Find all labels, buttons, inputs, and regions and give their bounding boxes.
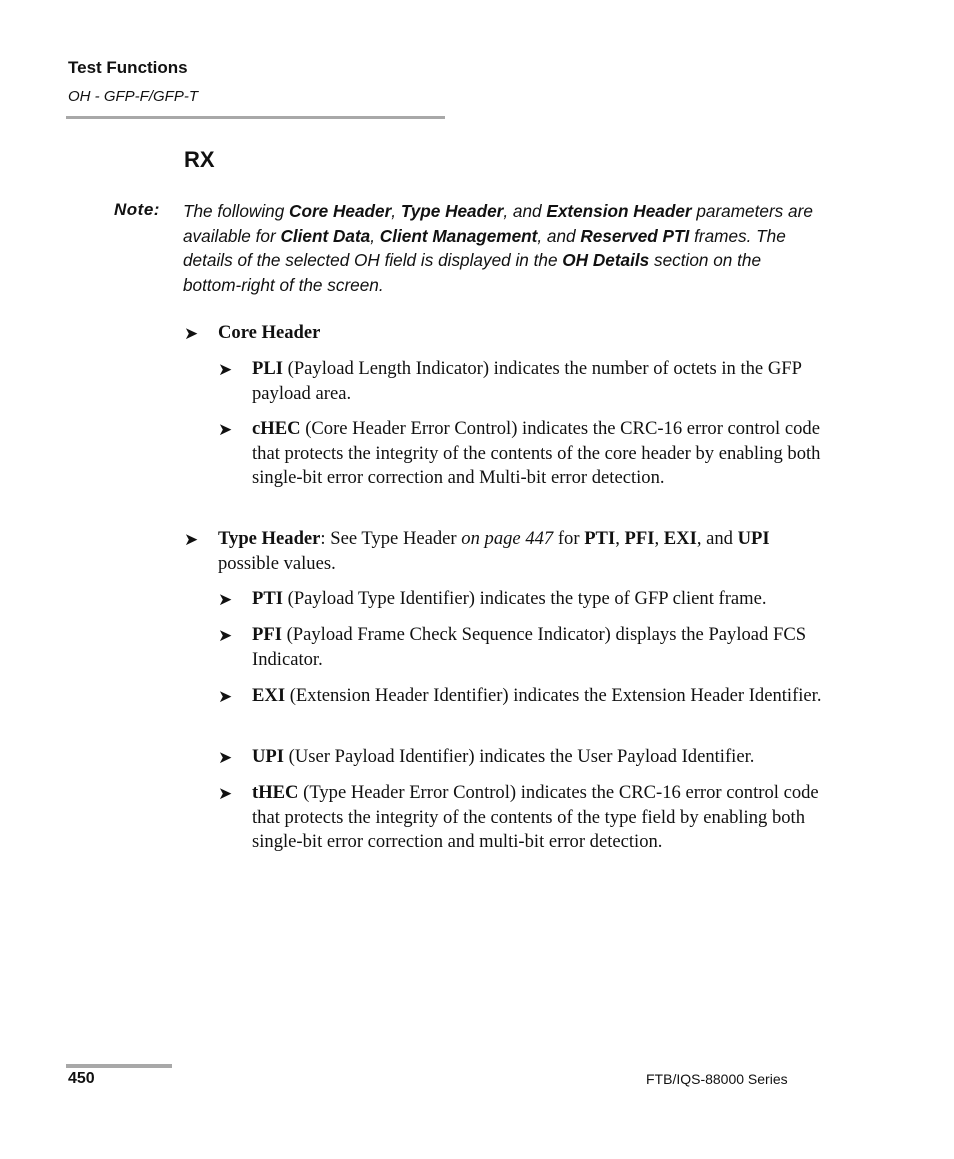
item-text: (Payload Frame Check Sequence Indicator) displays the Payload FCS Indicator. xyxy=(252,624,807,670)
running-header-subtitle: OH - GFP-F/GFP-T xyxy=(68,88,198,105)
item-text: , xyxy=(615,528,625,549)
note-term: Type Header xyxy=(400,201,504,221)
bullet-arrow-icon: ➤ xyxy=(218,590,233,609)
bullet-arrow-icon: ➤ xyxy=(218,420,233,439)
note-text: frames. The details of the selected OH field is displayed in the xyxy=(183,225,786,271)
note-body xyxy=(183,199,823,298)
bullet-arrow-icon: ➤ xyxy=(218,626,233,645)
list-item-pfi xyxy=(252,623,828,672)
item-term: Type Header xyxy=(218,528,321,549)
item-text: (Payload Length Indicator) indicates the number of octets in the GFP payload area. xyxy=(252,358,802,404)
item-term: PFI xyxy=(252,624,282,645)
item-text: , xyxy=(654,528,664,549)
list-item-pti xyxy=(252,587,828,612)
list-item-core-header xyxy=(218,321,828,346)
list-item-thec xyxy=(252,781,828,855)
item-text: (Payload Type Identifier) indicates the type of GFP client frame. xyxy=(283,588,767,609)
page-reference-link[interactable]: on page 447 xyxy=(461,528,554,549)
item-term: UPI xyxy=(252,746,285,767)
page-number: 450 xyxy=(68,1070,95,1087)
note-text: parameters are available for xyxy=(183,201,813,246)
list-item-type-header xyxy=(218,527,828,576)
item-term: EXI xyxy=(663,528,697,549)
item-text: , and xyxy=(696,528,738,549)
item-text: : See Type Header xyxy=(320,528,462,549)
item-text: for xyxy=(553,528,585,549)
note-text: , and xyxy=(537,225,581,246)
bullet-arrow-icon: ➤ xyxy=(218,360,233,379)
footer-divider xyxy=(66,1064,172,1068)
item-term: EXI xyxy=(252,685,286,706)
note-term: OH Details xyxy=(562,250,650,271)
product-series: FTB/IQS-88000 Series xyxy=(646,1071,788,1087)
item-term: Core Header xyxy=(218,322,321,343)
list-item-pli xyxy=(252,357,828,406)
note-term: Reserved PTI xyxy=(580,225,690,246)
item-text: (Type Header Error Control) indicates the CRC-16 error control code that protects the integrity of the contents of the type field by enabling both single-bit error correction and multi-bit error detection. xyxy=(252,782,819,852)
item-text: possible values. xyxy=(218,552,336,574)
bullet-arrow-icon: ➤ xyxy=(218,748,233,767)
list-item-exi xyxy=(252,684,828,709)
item-term: PTI xyxy=(584,528,616,549)
bullet-arrow-icon: ➤ xyxy=(218,687,233,706)
note-term: Client Management xyxy=(379,225,538,246)
item-term: cHEC xyxy=(252,418,301,439)
note-term: Core Header xyxy=(289,201,392,221)
list-item-chec xyxy=(252,417,828,491)
list-item-upi xyxy=(252,745,828,770)
bullet-arrow-icon: ➤ xyxy=(184,530,199,549)
note-term: Extension Header xyxy=(546,201,692,221)
note-text: The following xyxy=(183,201,290,221)
note-text: , xyxy=(391,201,401,221)
item-term: PFI xyxy=(624,528,655,549)
item-text: (Extension Header Identifier) indicates the Extension Header Identifier. xyxy=(285,685,822,706)
item-text: (User Payload Identifier) indicates the User Payload Identifier. xyxy=(284,746,755,767)
note-text: , xyxy=(370,225,380,246)
item-text: (Core Header Error Control) indicates the CRC-16 error control code that protects the integrity of the contents of the core header by enabling both single-bit error correction and Multi-bit error detection. xyxy=(252,418,821,488)
note-text: , and xyxy=(503,201,547,221)
item-term: PLI xyxy=(252,358,283,379)
bullet-arrow-icon: ➤ xyxy=(218,784,233,803)
bullet-arrow-icon: ➤ xyxy=(184,324,199,343)
note-label: Note: xyxy=(114,200,160,219)
item-term: UPI xyxy=(737,528,770,549)
running-header-title: Test Functions xyxy=(68,58,188,77)
section-title: RX xyxy=(184,147,215,172)
note-term: Client Data xyxy=(280,225,371,246)
note-text: section on the bottom-right of the screen. xyxy=(183,250,762,296)
header-divider xyxy=(66,116,445,119)
item-term: PTI xyxy=(252,588,283,609)
item-term: tHEC xyxy=(252,782,299,803)
